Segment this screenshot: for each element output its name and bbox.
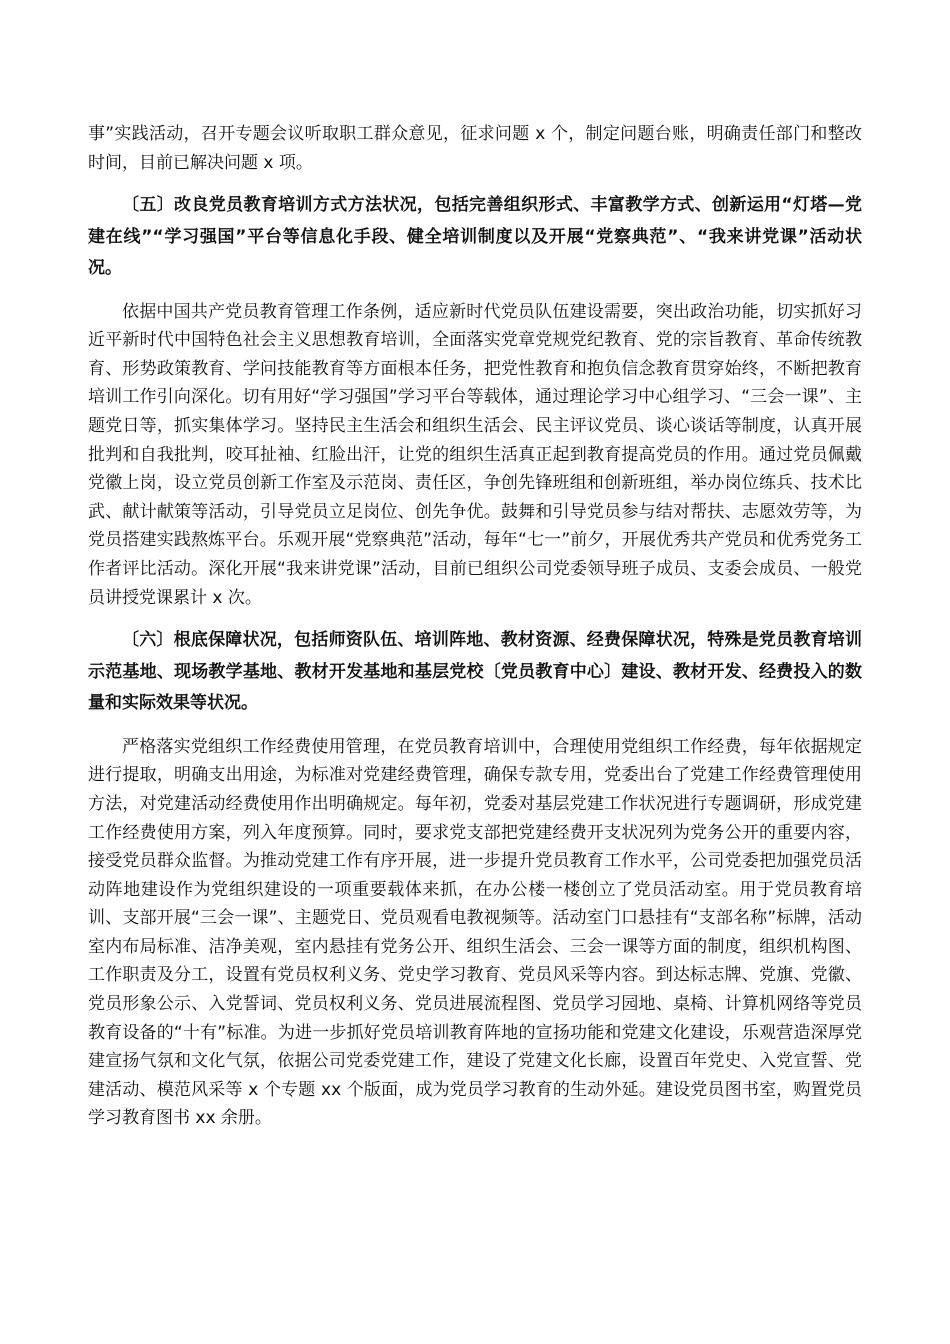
section-heading-6: 〔六〕根底保障状况，包括师资队伍、培训阵地、教材资源、经费保障状况，特殊是党员教育培训示范基地、现场教学基地、教材开发基地和基层党校〔党员教育中心〕建设、教材开发、经费投入的数量和实际效果等状况。	[88, 630, 862, 714]
body-paragraph-section-6: 严格落实党组织工作经费使用管理，在党员教育培训中，合理使用党组织工作经费，每年依据规定进行提取，明确支出用途，为标准对党建经费管理，确保专款专用，党委出台了党建工作经费管理使用方法，对党建活动经费使用作出明确规定。每年初，党委对基层党建工作状况进行专题调研，形成党建工作经费使用方案，列入年度预算。同时，要求党支部把党建经费开支状况列为党务公开的重要内容，接受党员群众监督。为推动党建工作有序开展，进一步提升党员教育工作水平，公司党委把加强党员活动阵地建设作为党组织建设的一项重要载体来抓，在办公楼一楼创立了党员活动室。用于党员教育培训、支部开展“三会一课”、主题党日、党员观看电教视频等。活动室门口悬挂有“支部名称”标牌，活动室内布局标准、洁净美观，室内悬挂有党务公开、组织生活会、三会一课等方面的制度，组织机构图、工作职责及分工，设置有党员权利义务、党史学习教育、党员风采等内容。到达标志牌、党旗、党徽、党员形象公示、入党誓词、党员权利义务、党员进展流程图、党员学习园地、桌椅、计算机网络等党员教育设备的“十有”标准。为进一步抓好党员培训教育阵地的宣扬功能和党建文化建设，乐观营造深厚党建宣扬气氛和文化气氛，依据公司党委党建工作，建设了党建文化长廊，设置百年党史、入党宣誓、党建活动、模范风采等 x 个专题 xx 个版面，成为党员学习教育的生动外延。建设党员图书室，购置党员学习教育图书 xx 余册。	[88, 736, 862, 1129]
body-paragraph-section-5: 依据中国共产党员教育管理工作条例，适应新时代党员队伍建设需要，突出政治功能，切实抓好习近平新时代中国特色社会主义思想教育培训，全面落实党章党规党纪教育、党的宗旨教育、革命传统教育、形势政策教育、学问技能教育等方面根本任务，把党性教育和抱负信念教育贯穿始终，不断把教育培训工作引向深化。切有用好“学习强国”学习平台等载体，通过理论学习中心组学习、“三会一课”、主题党日等，抓实集体学习。坚持民主生活会和组织生活会、民主评议党员、谈心谈话等制度，认真开展批判和自我批判，咬耳扯袖、红脸出汗，让党的组织生活真正起到教育提高党员的作用。通过党员佩戴党徽上岗，设立党员创新工作室及示范岗、责任区，争创先锋班组和创新班组，举办岗位练兵、技术比武、献计献策等活动，引导党员立足岗位、创先争优。鼓舞和引导党员参与结对帮扶、志愿效劳等，为党员搭建实践熬炼平台。乐观开展“党察典范”活动，每年“七一”前夕，开展优秀共产党员和优秀党务工作者评比活动。深化开展“我来讲党课”活动，目前已组织公司党委领导班子成员、支委会成员、一般党员讲授党课累计 x 次。	[88, 301, 862, 608]
document-page	[88, 120, 862, 1146]
body-paragraph-continuation: 事”实践活动，召开专题会议听取职工群众意见，征求问题 x 个，制定问题台账，明确责任部门和整改时间，目前已解决问题 x 项。	[88, 124, 862, 173]
section-heading-5: 〔五〕改良党员教育培训方式方法状况，包括完善组织形式、丰富教学方式、创新运用“灯塔—党建在线”“学习强国”平台等信息化手段、健全培训制度以及开展“党察典范”、“我来讲党课”活动状况。	[88, 195, 862, 279]
